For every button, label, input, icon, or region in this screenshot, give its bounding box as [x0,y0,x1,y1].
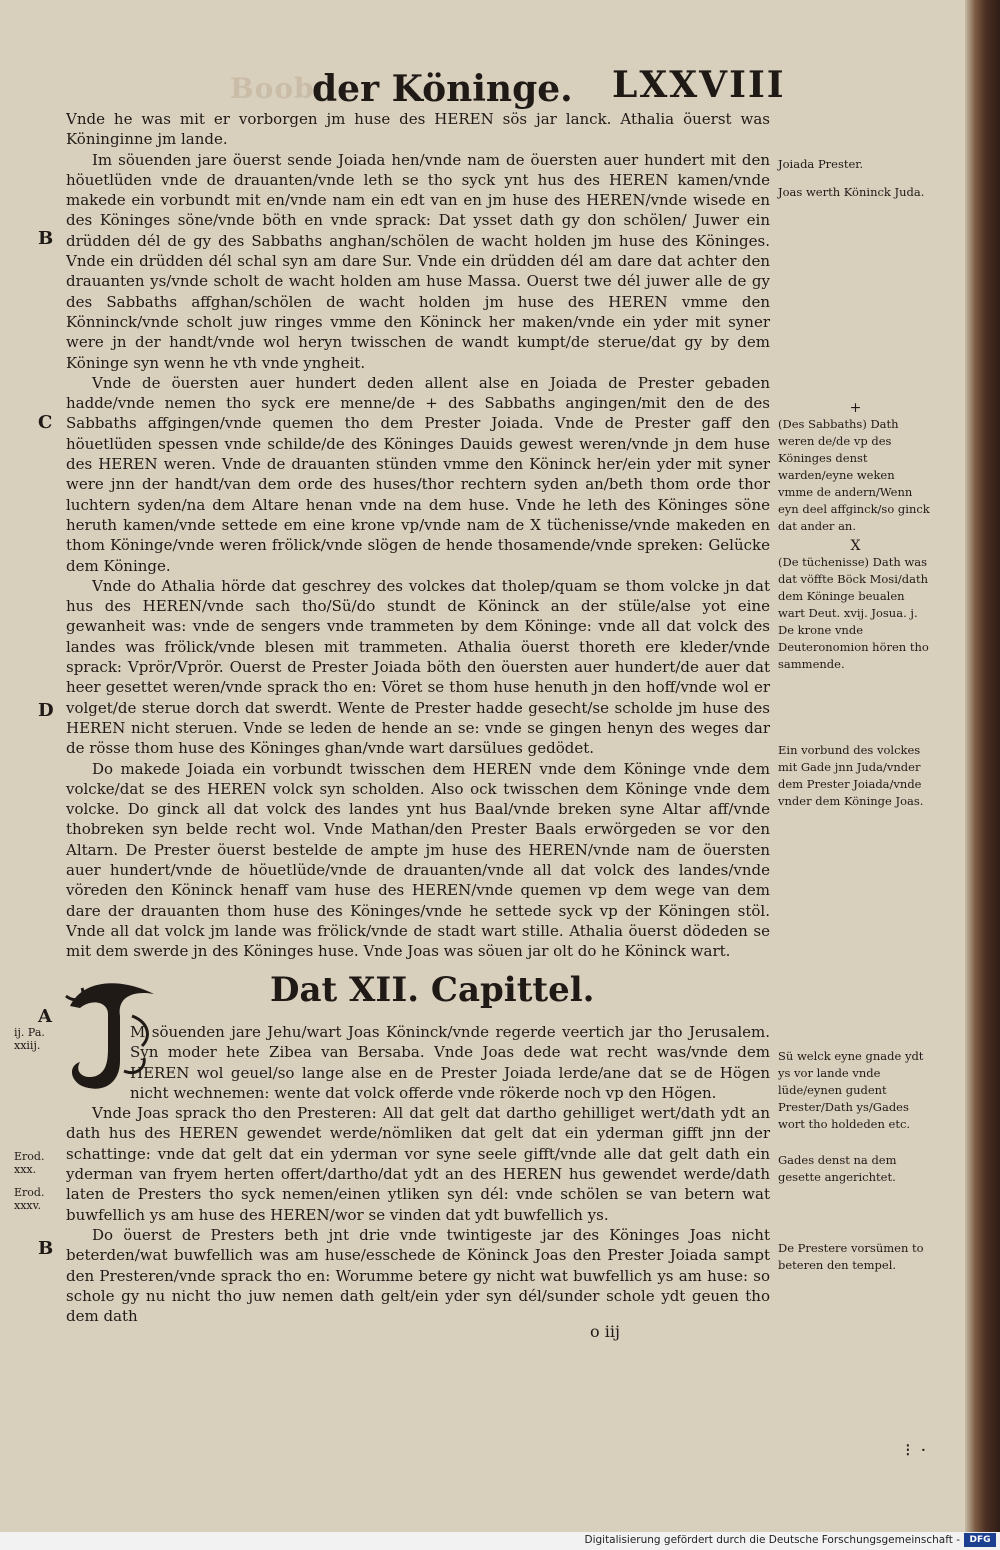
chapter-text-column [66,1022,770,1326]
sidenote-text: (De tüchenisse) Dath was dat vöffte Böck Mosi/dath dem Köninge beualen wart Deut. xvij. Josua. j. De krone vnde Deuteronomion hören tho sammende. [778,555,929,671]
x-mark-icon: X [850,538,861,554]
page-header [0,62,978,112]
signature-mark: o iij [590,1322,620,1341]
folio-number: LXXVIII [612,64,786,106]
page-edge [965,0,1000,1532]
paragraph: M söuenden jare Jehu/wart Joas Köninck/vnde regerde veertich jar tho Jerusalem. Syn moder hete Zibea van Bersaba. Vnde Joas dede wat recht was/vnde dem HEREN wol geuel/so lange alse en de Prester Joiada lerde/ane dat se de Högen nicht wechnemen: wente dat volck offerde vnde rökerde noch vp den Högen. [130,1023,770,1102]
margin-reference: Erod. xxx. [14,1150,45,1176]
paragraph: Vnde de öuersten auer hundert deden allent alse en Joiada de Prester gebaden hadde/vnde nemen tho syck ere menne/de + des Sabbaths angingen/mit den de des Sabbaths affgingen/vnde quemen tho dem Prester Joiada. Vnde de Prester gaff den höuetlüden spessen vnde schilde/de des Köninges Dauids gewest weren/vnde jn dem huse des HEREN weren. Vnde de drauanten stünden vmme den Köninck her/ein yder mit syner were jnn der handt/van dem orde des huses/thor rechtern syden an/beth thom orde thor luchtern syden/na dem Altare henan vnde na dem huse. Vnde he leth des Köninges söne heruth kamen/vnde settede em eine krone vp/vnde nam de X tüchenisse/vnde makeden en thom Köninge/vnde weren frölick/vnde slögen de hende thosamende/vnde spreken: Gelücke dem Köninge. [66,373,770,575]
paragraph: Do makede Joiada ein vorbundt twisschen dem HEREN vnde dem Köninge vnde dem volcke/dat se des HEREN volck syn scholden. Also ock twisschen dem Köninge vnde dem volcke. Do ginck all dat volck des landes ynt hus Baal/vnde breken syne Altar aff/vnde thobreken syn belde recht wol. Vnde Mathan/den Prester Baals erwörgeden se vor den Altarn. De Prester öuerst bestelde de ampte jm huse des HEREN/vnde nam de öuersten auer hundert/vnde de höuetlüde/vnde de drauanten/vnde all dat volck des landes/vnde vöreden den Köninck henaff vam huse des HEREN/vnde quemen vp dem wege van dem dare der drauanten thom huse des Köninges/vnde he settede syck vp der Köningen stöl. Vnde all dat volck jm lande was frölick/vnde de stadt wart stille. Athalia öuerst dödeden se mit dem swerde jn des Köninges huse. Vnde Joas was söuen jar olt do he Köninck wart. [66,759,770,961]
sidenote-text: (Des Sabbaths) Dath weren de/de vp des Köninges denst warden/eyne weken vmme de andern/Wenn eyn deel affginck/so ginck dat ander an. [778,417,930,533]
sidenote: De Prestere vorsümen to beteren den tempel. [778,1241,924,1272]
paragraph: Vnde do Athalia hörde dat geschrey des volckes dat tholep/quam se thom volcke jn dat hus des HEREN/vnde sach tho/Sü/do stundt de Köninck an der stüle/alse yot eine gewanheit was: vnde de sengers vnde trammeten by dem Köninge: vnde all dat volck des landes was frölick/vnde blesen mit trammeten. Athalia öuerst thoreth ere kleder/vnde sprack: Vprör/Vprör. Ouerst de Prester Joiada böth den öuersten auer hundert/de auer dat heer gesettet weren/vnde sprack tho en: Vöret se thom huse henuth jn den hoff/vnde wol er volget/de sterue dorch dat swerdt. Wente de Prester hadde gesecht/se scholde jm huse des HEREN nicht steruen. Vnde se leden de hende an se: vnde se gingen henyn des weges dar de rösse thom huse des Köninges ghan/vnde wart darsülues gedödet. [66,576,770,758]
margin-reference: Erod. xxxv. [14,1186,45,1212]
sidenote: Ein vorbund des volckes mit Gade jnn Juda/vnder dem Prester Joiada/vnde vnder dem Köninge Joas. [778,743,924,808]
chapter-heading: Dat XII. Capittel. [270,970,595,1010]
sidenote: Joiada Prester. [778,157,864,171]
show-through-text: Boob [230,72,315,105]
sidenote [778,538,933,673]
margin-letter: A [38,1006,52,1027]
sidenote: Sü welck eyne gnade ydt ys vor lande vnde lüde/eynen gudent Prester/Dath ys/Gades wort tho holdeden etc. [778,1049,924,1131]
margin-letter: B [38,1238,54,1259]
paragraph: Im söuenden jare öuerst sende Joiada hen/vnde nam de öuersten auer hundert mit den höuetlüden vnde de drauanten/vnde leth se tho syck ynt hus des HEREN kamen/vnde makede ein vorbundt mit en/vnde nam ein edt van en jm huse des HEREN/vnde wisede en des Köninges söne/vnde böth en vnde sprack: Dat ysset dath gy don schölen/ Juwer ein drüdden dél de gy des Sabbaths anghan/schölen de wacht holden jm huse des Köninges. Vnde ein drüdden dél schal syn am dare Sur. Vnde ein drüdden dél am dare dat achter den drauanten ys/vnde scholt de wacht holden am huse Massa. Ouerst twe dél juwer alle de gy des Sabbaths affghan/schölen de wacht holden jm huse des HEREN vmme den Könninck/vnde scholt juw ringes vmme den Köninck her maken/vnde ein yder mit syner were jn der handt/vnde wol heryn twisschen de wandt kumpt/de sterue/dat gy by dem Köninge syn wenn he vth vnde yngheit. [66,150,770,372]
margin-letter: C [38,412,53,433]
funding-notice: Digitalisierung gefördert durch die Deutsche Forschungsgemeinschaft - [584,1534,960,1546]
margin-letter: B [38,228,54,249]
footer-bar [0,1532,1000,1550]
running-title: der Köninge. [312,68,573,110]
ink-marks: ⁝ · [905,1440,929,1461]
margin-letter: D [38,700,54,721]
cross-mark-icon: + [849,400,862,416]
paragraph: Vnde Joas sprack tho den Presteren: All dat gelt dat dartho gehilliget wert/dath ydt an dath hus des HEREN gewendet werde/nömliken dat gelt dat ein yderman gifft jnn der schattinge: vnde dat gelt dat ein yderman vor syne seele gifft/vnde alle dat gelt dath ein yderman van fryem herten offert/dartho/dat ydt an des HEREN hus gewendet werde/dath laten de Presters tho syck nemen/einen ytliken syn dél: vnde schölen se van betern wat buwfellich ys am huse des HEREN/wor se vinden dat ydt buwfellich ys. [66,1104,770,1224]
paragraph: Do öuerst de Presters beth jnt drie vnde twintigeste jar des Köninges Joas nicht beterden/wat buwfellich was am huse/esschede de Köninck Joas den Prester Joiada sampt den Presteren/vnde sprack tho en: Worumme betere gy nicht wat buwfellich ys am huse: so schole gy nu nicht tho juw nemen dath gelt/ein yder syn dél/sunder schole ydt geuen tho dem dath [66,1225,770,1326]
paragraph: Vnde he was mit er vorborgen jm huse des HEREN sös jar lanck. Athalia öuerst was Köninginne jm lande. [66,110,770,149]
margin-reference: ij. Pa. xxiij. [14,1026,45,1052]
main-text-column [66,109,770,961]
sidenote: Joas werth Köninck Juda. [778,185,925,199]
sidenote [778,400,933,535]
dfg-logo: DFG [964,1533,996,1547]
sidenote: Gades denst na dem gesette angerichtet. [778,1153,897,1184]
